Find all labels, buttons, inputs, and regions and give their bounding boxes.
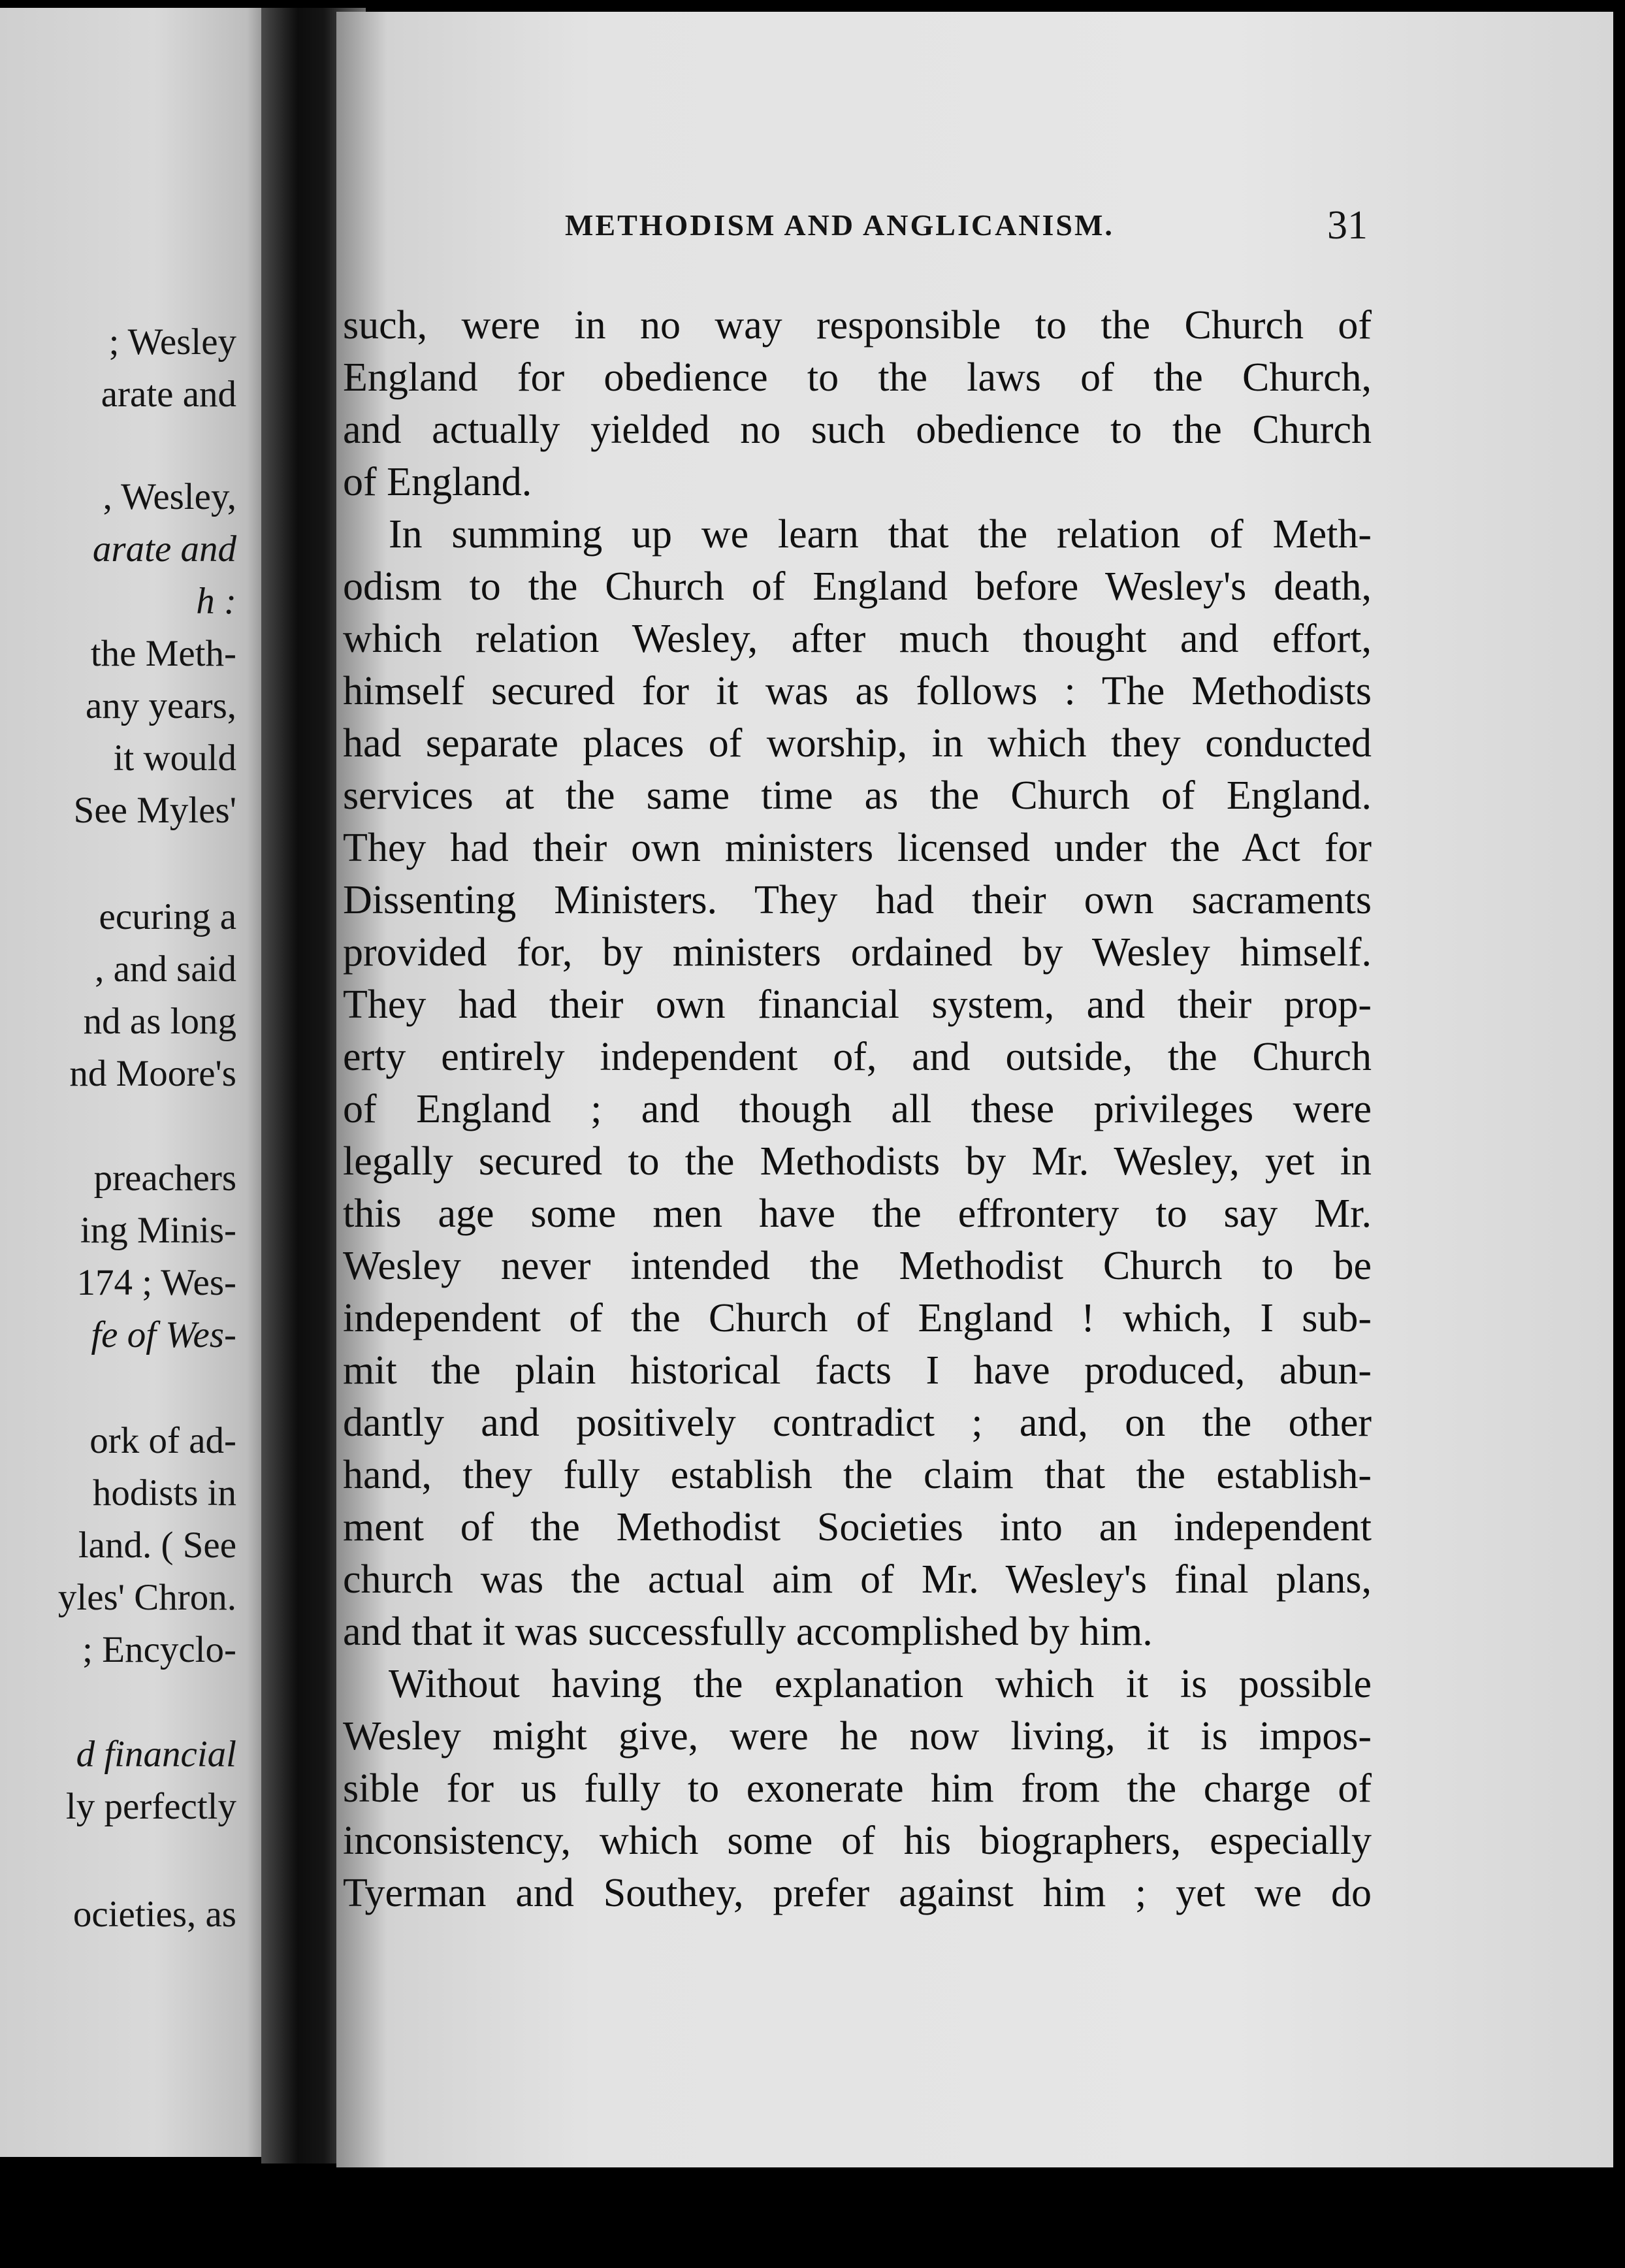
left-page-line: the Meth- — [90, 633, 236, 674]
left-page-line: it would — [113, 737, 236, 779]
left-page-line: preachers — [93, 1158, 236, 1199]
body-text-line: legally secured to the Methodists by Mr. Wesley, yet in — [343, 1139, 1372, 1184]
body-text-line: this age some men have the effrontery to say Mr. — [343, 1191, 1372, 1236]
left-page-line: ocieties, as — [72, 1894, 236, 1935]
body-text-line: England for obedience to the laws of the Church, — [343, 355, 1372, 400]
body-text-line: hand, they fully establish the claim that the establish- — [343, 1453, 1372, 1497]
body-text-line: They had their own ministers licensed under the Act for — [343, 826, 1372, 870]
body-text-line: odism to the Church of England before Wesley's death, — [343, 564, 1372, 609]
body-text-line: They had their own financial system, and their prop- — [343, 982, 1372, 1027]
body-text-line: and actually yielded no such obedience to the Church — [343, 408, 1372, 452]
body-text-line: church was the actual aim of Mr. Wesley's final plans, — [343, 1557, 1372, 1602]
left-page-line: nd as long — [83, 1001, 236, 1042]
body-text-line: which relation Wesley, after much thought and effort, — [343, 617, 1372, 661]
body-text-line: Wesley never intended the Methodist Church to be — [343, 1244, 1372, 1288]
body-text-line: Tyerman and Southey, prefer against him ; yet we do — [343, 1871, 1372, 1915]
body-text-line: of England. — [343, 460, 532, 504]
left-page-line: ork of ad- — [89, 1420, 236, 1461]
body-text-line: ment of the Methodist Societies into an independent — [343, 1505, 1372, 1549]
left-page-line: , and said — [95, 948, 236, 990]
body-text-line: such, were in no way responsible to the Church of — [343, 303, 1372, 348]
left-page-line: h : — [196, 581, 236, 622]
running-head: METHODISM AND ANGLICANISM. — [565, 208, 1114, 242]
body-text-line: dantly and positively contradict ; and, on the other — [343, 1401, 1372, 1445]
left-page-line: arate and — [92, 528, 236, 570]
body-text-line: mit the plain historical facts I have produced, abun- — [343, 1348, 1372, 1393]
body-text-line: provided for, by ministers ordained by Wesley himself. — [343, 930, 1372, 975]
left-page-line: land. ( See — [78, 1525, 236, 1566]
body-text-line: sible for us fully to exonerate him from the charge of — [343, 1766, 1372, 1811]
body-text-line: Dissenting Ministers. They had their own sacraments — [343, 878, 1372, 922]
left-page-line: yles' Chron. — [57, 1577, 236, 1618]
body-text-line: himself secured for it was as follows : The Methodists — [343, 669, 1372, 713]
left-page-line: nd Moore's — [69, 1053, 236, 1094]
left-page-line: d financial — [76, 1734, 236, 1775]
left-page-line: arate and — [101, 374, 236, 415]
body-text-line: and that it was successfully accomplished by him. — [343, 1610, 1153, 1654]
left-page-line: ecuring a — [99, 896, 236, 937]
body-text-line: independent of the Church of England ! which, I sub- — [343, 1296, 1372, 1340]
left-page-line: fe of Wes- — [91, 1314, 236, 1355]
left-page-line: ing Minis- — [80, 1210, 236, 1251]
left-page-fragment — [0, 8, 281, 2157]
left-page-line: 174 ; Wes- — [76, 1262, 236, 1303]
body-text-line: inconsistency, which some of his biographers, especially — [343, 1819, 1372, 1863]
left-page-line: , Wesley, — [103, 476, 236, 517]
body-text-line: services at the same time as the Church of England. — [343, 773, 1372, 818]
body-text-line: erty entirely independent of, and outside, the Church — [343, 1035, 1372, 1079]
left-page-line: ; Encyclo- — [82, 1629, 236, 1670]
body-text-line: of England ; and though all these privileges were — [343, 1087, 1372, 1131]
body-text-line: Without having the explanation which it is possible — [389, 1662, 1372, 1706]
body-text-line: had separate places of worship, in which they conducted — [343, 721, 1372, 766]
scan-border — [336, 2167, 1613, 2265]
left-page-line: hodists in — [92, 1472, 236, 1514]
left-page-line: See Myles' — [73, 790, 236, 831]
left-page-line: ; Wesley — [108, 321, 236, 363]
body-text-line: In summing up we learn that the relation of Meth- — [389, 512, 1372, 557]
page-number: 31 — [1327, 203, 1368, 248]
left-page-line: ly perfectly — [65, 1786, 236, 1827]
body-text-line: Wesley might give, were he now living, it is impos- — [343, 1714, 1372, 1758]
left-page-line: any years, — [85, 685, 236, 726]
